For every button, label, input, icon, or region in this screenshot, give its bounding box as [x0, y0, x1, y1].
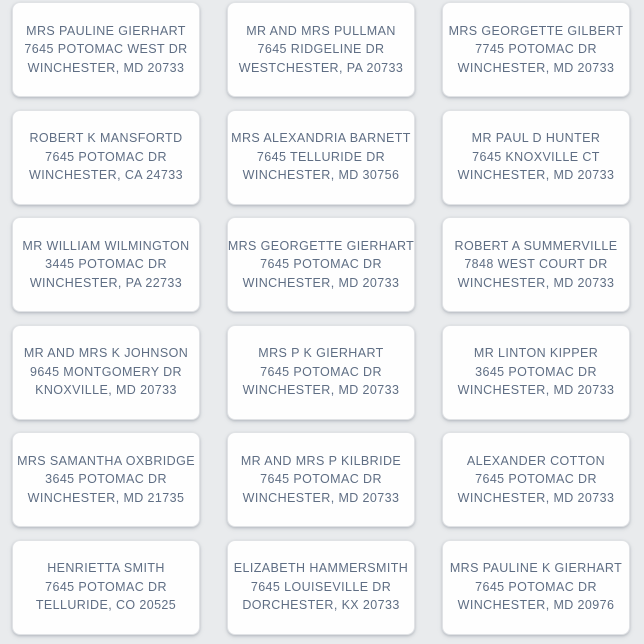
- address-label: [12, 2, 200, 97]
- city-state-zip: WINCHESTER, MD 21735: [27, 490, 185, 505]
- street-address: 7745 POTOMAC DR: [475, 42, 597, 57]
- city-state-zip: KNOXVILLE, MD 20733: [35, 383, 177, 398]
- city-state-zip: WINCHESTER, PA 22733: [29, 275, 183, 290]
- recipient-name: MR AND MRS K JOHNSON: [23, 346, 189, 361]
- street-address: 9645 MONTGOMERY DR: [30, 364, 182, 379]
- street-address: 3645 POTOMAC DR: [45, 472, 167, 487]
- address-label: [442, 217, 630, 312]
- recipient-name: ROBERT A SUMMERVILLE: [454, 238, 618, 253]
- city-state-zip: WINCHESTER, MD 30756: [242, 168, 400, 183]
- street-address: 7848 WEST COURT DR: [464, 257, 608, 272]
- city-state-zip: WINCHESTER, MD 20733: [457, 275, 615, 290]
- city-state-zip: WINCHESTER, MD 20733: [242, 275, 400, 290]
- recipient-name: MRS P K GIERHART: [258, 346, 384, 361]
- address-label: [227, 110, 415, 205]
- street-address: 7645 POTOMAC DR: [260, 257, 382, 272]
- street-address: 7645 TELLURIDE DR: [256, 149, 386, 164]
- street-address: 7645 KNOXVILLE CT: [472, 149, 600, 164]
- city-state-zip: WINCHESTER, MD 20976: [457, 598, 615, 613]
- street-address: 7645 POTOMAC DR: [260, 364, 382, 379]
- address-label: [227, 325, 415, 420]
- street-address: 7645 POTOMAC WEST DR: [24, 42, 188, 57]
- recipient-name: MRS GEORGETTE GIERHART: [227, 238, 415, 253]
- city-state-zip: WINCHESTER, MD 20733: [457, 383, 615, 398]
- address-label: [442, 110, 630, 205]
- city-state-zip: WINCHESTER, MD 20733: [457, 60, 615, 75]
- address-label: [12, 432, 200, 527]
- recipient-name: MRS PAULINE K GIERHART: [449, 561, 623, 576]
- recipient-name: ROBERT K MANSFORTD: [29, 131, 183, 146]
- street-address: 7645 POTOMAC DR: [260, 472, 382, 487]
- recipient-name: MRS GEORGETTE GILBERT: [448, 23, 624, 38]
- recipient-name: ELIZABETH HAMMERSMITH: [233, 561, 409, 576]
- street-address: 7645 RIDGELINE DR: [257, 42, 385, 57]
- city-state-zip: TELLURIDE, CO 20525: [35, 598, 177, 613]
- city-state-zip: DORCHESTER, KX 20733: [242, 598, 400, 613]
- address-label: [227, 2, 415, 97]
- address-label: [442, 540, 630, 635]
- address-label: [12, 325, 200, 420]
- address-label: [442, 2, 630, 97]
- recipient-name: MRS ALEXANDRIA BARNETT: [231, 131, 411, 146]
- recipient-name: HENRIETTA SMITH: [47, 561, 165, 576]
- recipient-name: MRS SAMANTHA OXBRIDGE: [17, 453, 195, 468]
- city-state-zip: WINCHESTER, MD 20733: [242, 383, 400, 398]
- recipient-name: ALEXANDER COTTON: [466, 453, 606, 468]
- city-state-zip: WINCHESTER, MD 20733: [27, 60, 185, 75]
- street-address: 7645 POTOMAC DR: [475, 472, 597, 487]
- recipient-name: MR LINTON KIPPER: [473, 346, 599, 361]
- address-label: [227, 540, 415, 635]
- street-address: 3445 POTOMAC DR: [45, 257, 167, 272]
- city-state-zip: WESTCHESTER, PA 20733: [238, 60, 404, 75]
- address-label: [12, 217, 200, 312]
- street-address: 7645 POTOMAC DR: [475, 579, 597, 594]
- recipient-name: MR PAUL D HUNTER: [471, 131, 601, 146]
- recipient-name: MR WILLIAM WILMINGTON: [22, 238, 190, 253]
- address-label: [12, 540, 200, 635]
- city-state-zip: WINCHESTER, MD 20733: [242, 490, 400, 505]
- address-label: [227, 217, 415, 312]
- street-address: 7645 POTOMAC DR: [45, 149, 167, 164]
- street-address: 7645 POTOMAC DR: [45, 579, 167, 594]
- address-label: [442, 325, 630, 420]
- recipient-name: MRS PAULINE GIERHART: [26, 23, 186, 38]
- street-address: 3645 POTOMAC DR: [475, 364, 597, 379]
- address-label: [442, 432, 630, 527]
- address-label: [227, 432, 415, 527]
- city-state-zip: WINCHESTER, CA 24733: [29, 168, 183, 183]
- recipient-name: MR AND MRS PULLMAN: [246, 23, 396, 38]
- address-label: [12, 110, 200, 205]
- city-state-zip: WINCHESTER, MD 20733: [457, 490, 615, 505]
- street-address: 7645 LOUISEVILLE DR: [250, 579, 392, 594]
- recipient-name: MR AND MRS P KILBRIDE: [240, 453, 402, 468]
- city-state-zip: WINCHESTER, MD 20733: [457, 168, 615, 183]
